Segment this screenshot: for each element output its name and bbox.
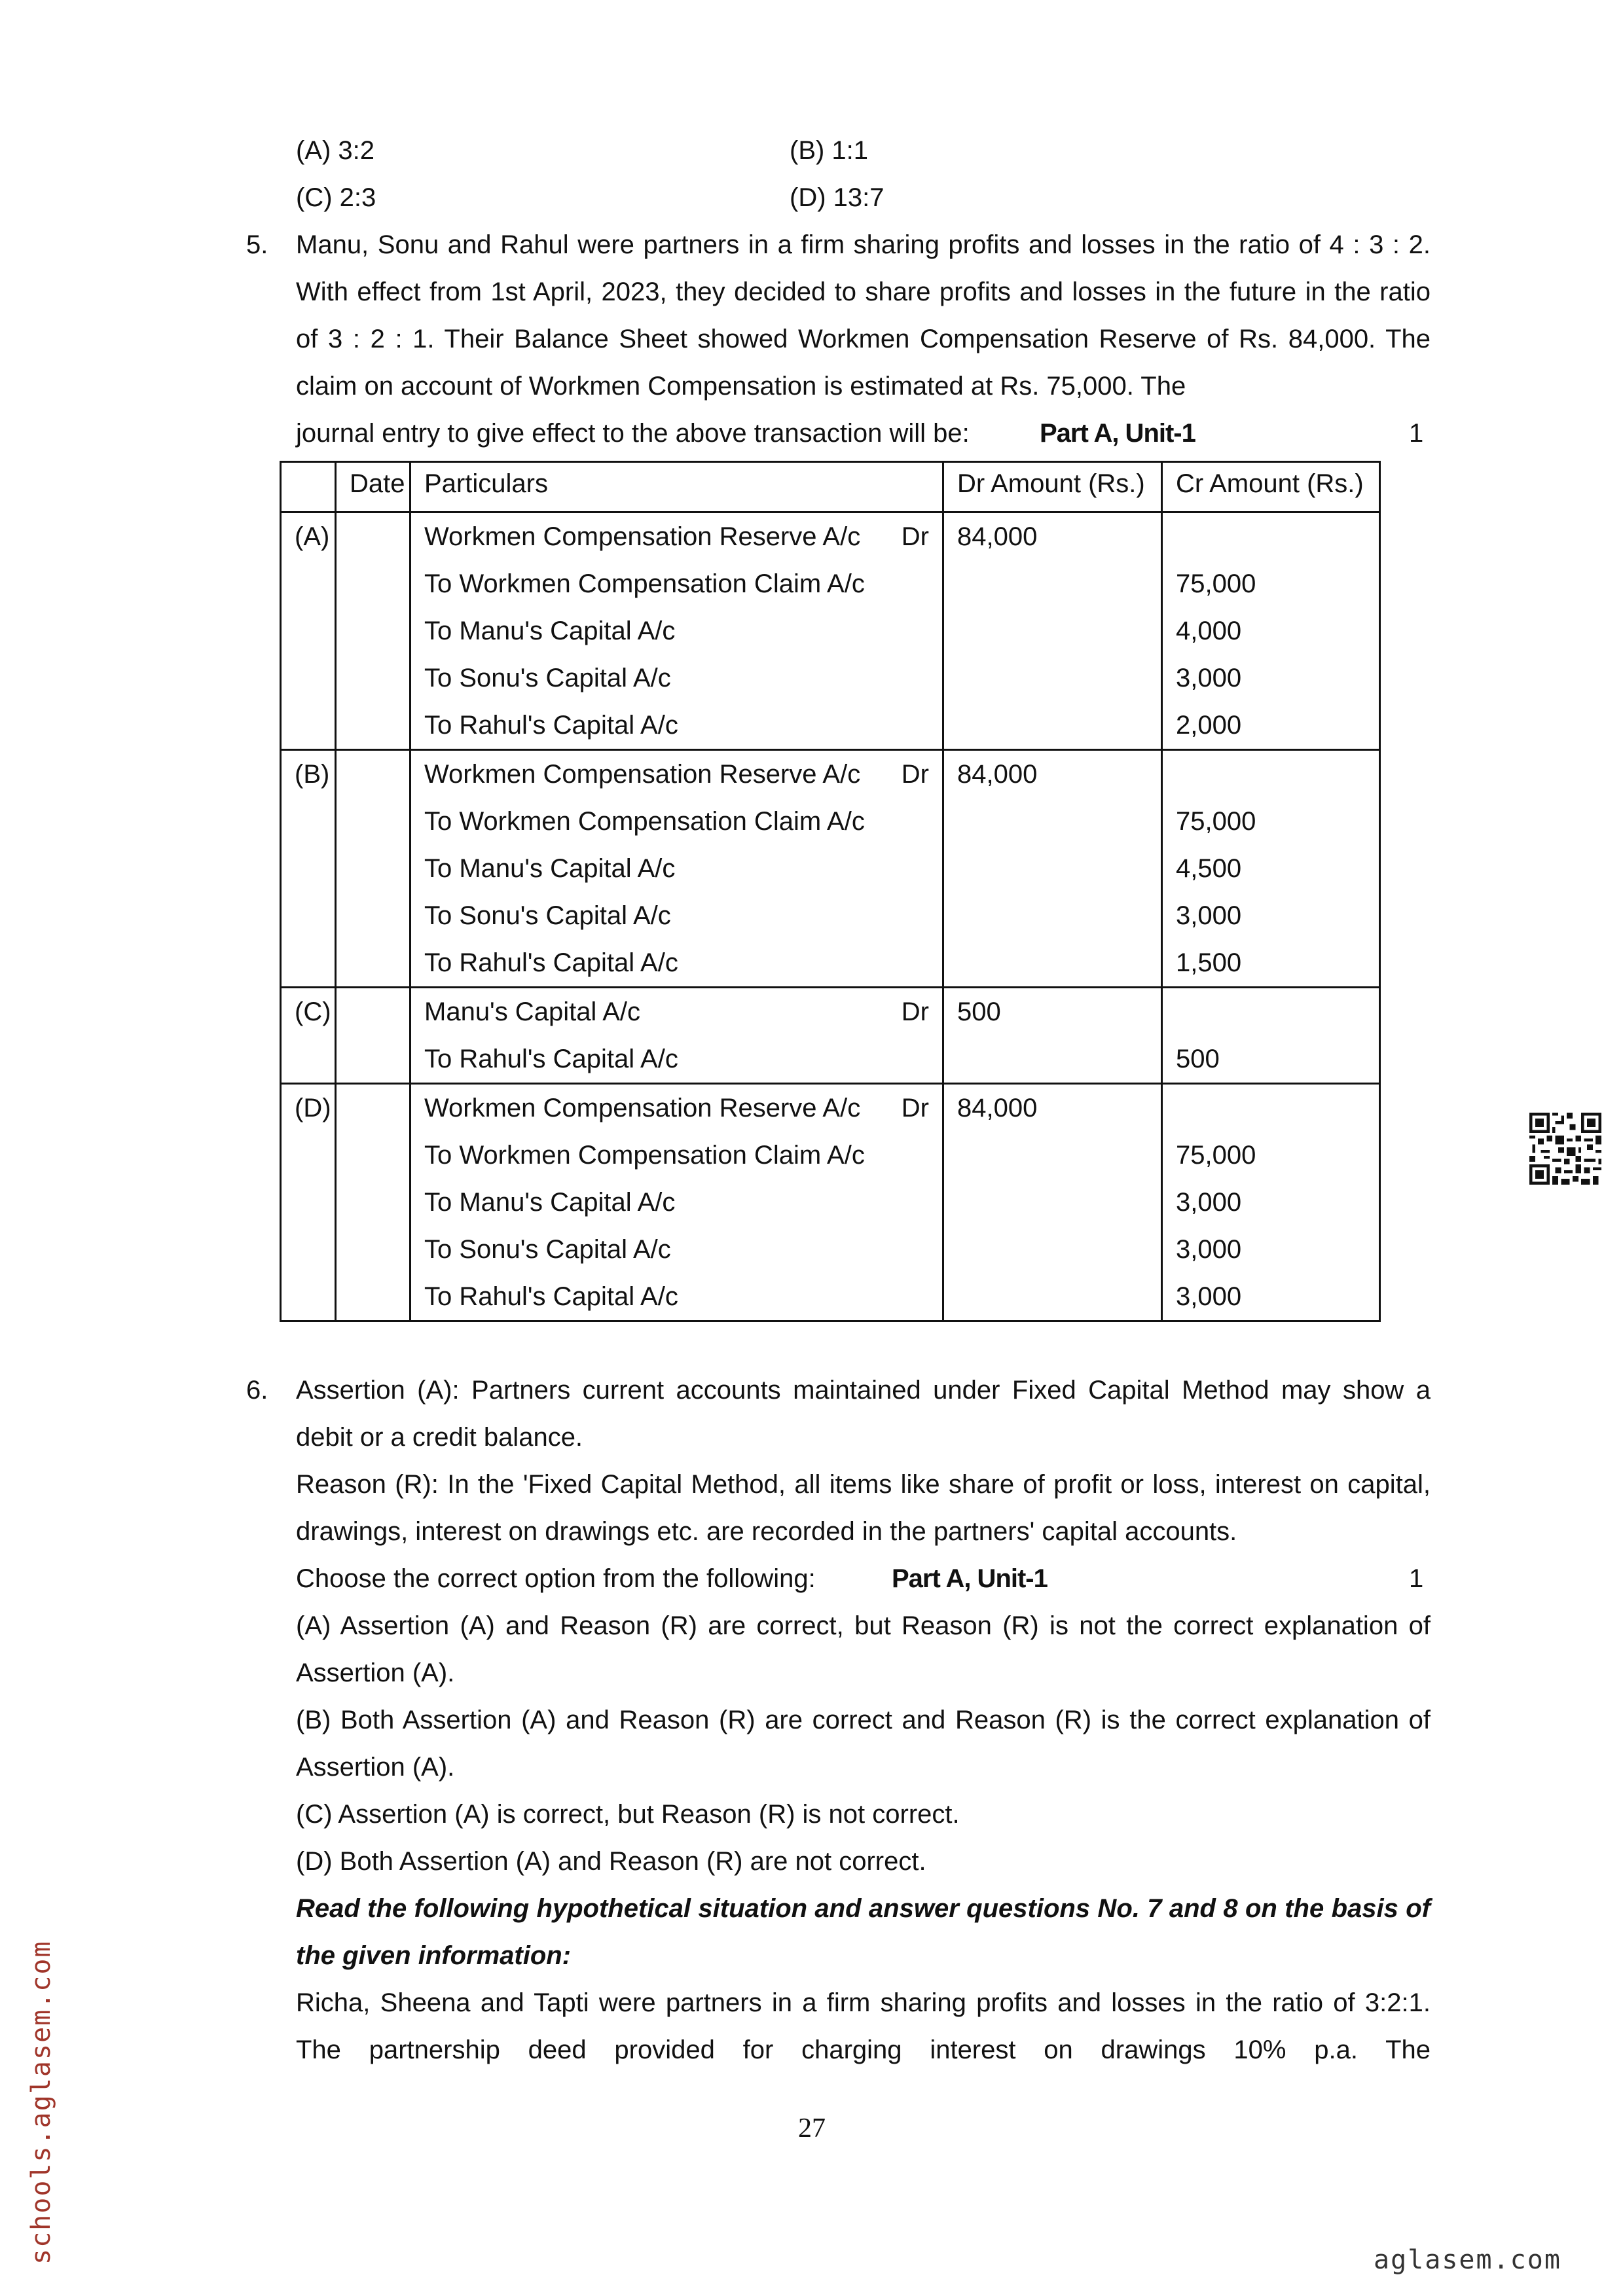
cr-amount: 2,000 bbox=[1176, 711, 1242, 740]
header-particulars: Particulars bbox=[410, 462, 943, 512]
date-cell bbox=[336, 1084, 410, 1321]
bottom-watermark: aglasem.com bbox=[1374, 2245, 1561, 2275]
q6-option-c: (C) Assertion (A) is correct, but Reason (R) is not correct. bbox=[296, 1800, 960, 1829]
date-cell bbox=[336, 512, 410, 750]
q6-option-b: (B) Both Assertion (A) and Reason (R) are correct and Reason (R) is the correct explanation of Assertion (A). bbox=[296, 1706, 1431, 1782]
table-row bbox=[281, 988, 1380, 1084]
particular-line: To Workmen Compensation Claim A/c bbox=[424, 569, 865, 598]
particular-line: To Sonu's Capital A/c bbox=[424, 664, 671, 692]
dr-amount: 84,000 bbox=[957, 760, 1038, 789]
particular-line: Workmen Compensation Reserve A/c Dr bbox=[424, 1085, 942, 1132]
cr-amount: 3,000 bbox=[1176, 664, 1242, 692]
particular-line: To Rahul's Capital A/c bbox=[424, 1045, 678, 1073]
cr-amount: 3,000 bbox=[1176, 1282, 1242, 1311]
q6-part-tag: Part A, Unit-1 bbox=[892, 1564, 1048, 1593]
particular-line: To Workmen Compensation Claim A/c bbox=[424, 807, 865, 836]
dr-mark: Dr bbox=[901, 522, 929, 551]
table-header-row bbox=[281, 462, 1380, 512]
date-cell bbox=[336, 750, 410, 988]
header-date: Date bbox=[336, 462, 410, 512]
journal-entry-table bbox=[280, 461, 1381, 1322]
cr-amount: 75,000 bbox=[1176, 807, 1256, 836]
particular-line: Manu's Capital A/c Dr bbox=[424, 988, 942, 1035]
particular-line: To Sonu's Capital A/c bbox=[424, 901, 671, 930]
q5-last-line: journal entry to give effect to the above transaction will be: bbox=[296, 419, 970, 448]
option-label: (D) bbox=[295, 1094, 331, 1122]
q6-reason: Reason (R): In the 'Fixed Capital Method, all items like share of profit or loss, interest on capital, drawings, interest on drawings etc. are recorded in the partners' capital accounts. bbox=[296, 1470, 1431, 1546]
q6-marks: 1 bbox=[1409, 1564, 1424, 1593]
q4-option-c: (C) 2:3 bbox=[296, 183, 376, 212]
dr-amount: 84,000 bbox=[957, 1094, 1038, 1122]
q5-part-tag: Part A, Unit-1 bbox=[1040, 419, 1195, 448]
q5-marks: 1 bbox=[1409, 419, 1424, 448]
particular-line: To Manu's Capital A/c bbox=[424, 1188, 676, 1217]
particular-line: To Sonu's Capital A/c bbox=[424, 1235, 671, 1264]
header-dr-amount: Dr Amount (Rs.) bbox=[943, 462, 1162, 512]
option-label: (B) bbox=[295, 760, 330, 789]
side-watermark: schools.aglasem.com bbox=[26, 1940, 56, 2265]
q6-number: 6. bbox=[246, 1376, 268, 1405]
cr-amount: 500 bbox=[1176, 1045, 1220, 1073]
particular-line: To Manu's Capital A/c bbox=[424, 854, 676, 883]
particular-line: To Rahul's Capital A/c bbox=[424, 1282, 678, 1311]
q4-option-a: (A) 3:2 bbox=[296, 136, 375, 165]
q5-number: 5. bbox=[246, 230, 268, 259]
dr-amount: 84,000 bbox=[957, 522, 1038, 551]
table-row bbox=[281, 512, 1380, 750]
option-label: (A) bbox=[295, 522, 330, 551]
particular-line: To Rahul's Capital A/c bbox=[424, 711, 678, 740]
cr-amount: 4,000 bbox=[1176, 617, 1242, 645]
q6-choose: Choose the correct option from the following: bbox=[296, 1564, 816, 1593]
cr-amount bbox=[1176, 988, 1379, 1035]
q4-option-d: (D) 13:7 bbox=[790, 183, 884, 212]
q6-option-d: (D) Both Assertion (A) and Reason (R) are not correct. bbox=[296, 1847, 926, 1876]
cr-amount: 75,000 bbox=[1176, 1141, 1256, 1170]
table-row bbox=[281, 1084, 1380, 1321]
date-cell bbox=[336, 988, 410, 1084]
header-option bbox=[281, 462, 336, 512]
q6-assertion: Assertion (A): Partners current accounts maintained under Fixed Capital Method may show a debit or a credit balance. bbox=[296, 1376, 1431, 1452]
case-study-text: Richa, Sheena and Tapti were partners in a firm sharing profits and losses in the ratio of 3:2:1. The partnership deed provided for charging interest on drawings 10% p.a. The bbox=[296, 1988, 1431, 2064]
dr-mark: Dr bbox=[901, 1094, 929, 1122]
cr-amount: 75,000 bbox=[1176, 569, 1256, 598]
particular-line: To Rahul's Capital A/c bbox=[424, 948, 678, 977]
cr-amount: 3,000 bbox=[1176, 1235, 1242, 1264]
q5-text: Manu, Sonu and Rahul were partners in a firm sharing profits and losses in the ratio of 4 : 3 : 2. With effect from 1st April, 2023, they decided to share profits and losses in the future in the ratio of 3 : 2 : 1. Their Balance Sheet showed Workmen Compensation Reserve of Rs. 84,000. The claim on account of Workmen Compensation is estimated at Rs. 75,000. The bbox=[296, 230, 1431, 401]
cr-amount: 1,500 bbox=[1176, 948, 1242, 977]
table-row bbox=[281, 750, 1380, 988]
q4-option-b: (B) 1:1 bbox=[790, 136, 869, 165]
particular-line: Workmen Compensation Reserve A/c Dr bbox=[424, 751, 942, 798]
particular-line: To Manu's Capital A/c bbox=[424, 617, 676, 645]
particular-line: Workmen Compensation Reserve A/c Dr bbox=[424, 513, 942, 560]
option-label: (C) bbox=[295, 997, 331, 1026]
cr-amount bbox=[1176, 513, 1379, 560]
dr-mark: Dr bbox=[901, 760, 929, 789]
cr-amount: 3,000 bbox=[1176, 901, 1242, 930]
q6-option-a: (A) Assertion (A) and Reason (R) are correct, but Reason (R) is not the correct explanation of Assertion (A). bbox=[296, 1611, 1431, 1687]
dr-amount: 500 bbox=[957, 997, 1001, 1026]
cr-amount: 3,000 bbox=[1176, 1188, 1242, 1217]
cr-amount bbox=[1176, 751, 1379, 798]
qr-code-icon bbox=[1529, 1113, 1601, 1185]
cr-amount: 4,500 bbox=[1176, 854, 1242, 883]
case-study-instruction: Read the following hypothetical situation and answer questions No. 7 and 8 on the basis of the given information: bbox=[296, 1894, 1431, 1970]
cr-amount bbox=[1176, 1085, 1379, 1132]
particular-line: To Workmen Compensation Claim A/c bbox=[424, 1141, 865, 1170]
header-cr-amount: Cr Amount (Rs.) bbox=[1162, 462, 1380, 512]
page-number: 27 bbox=[798, 2113, 826, 2144]
dr-mark: Dr bbox=[901, 997, 929, 1026]
